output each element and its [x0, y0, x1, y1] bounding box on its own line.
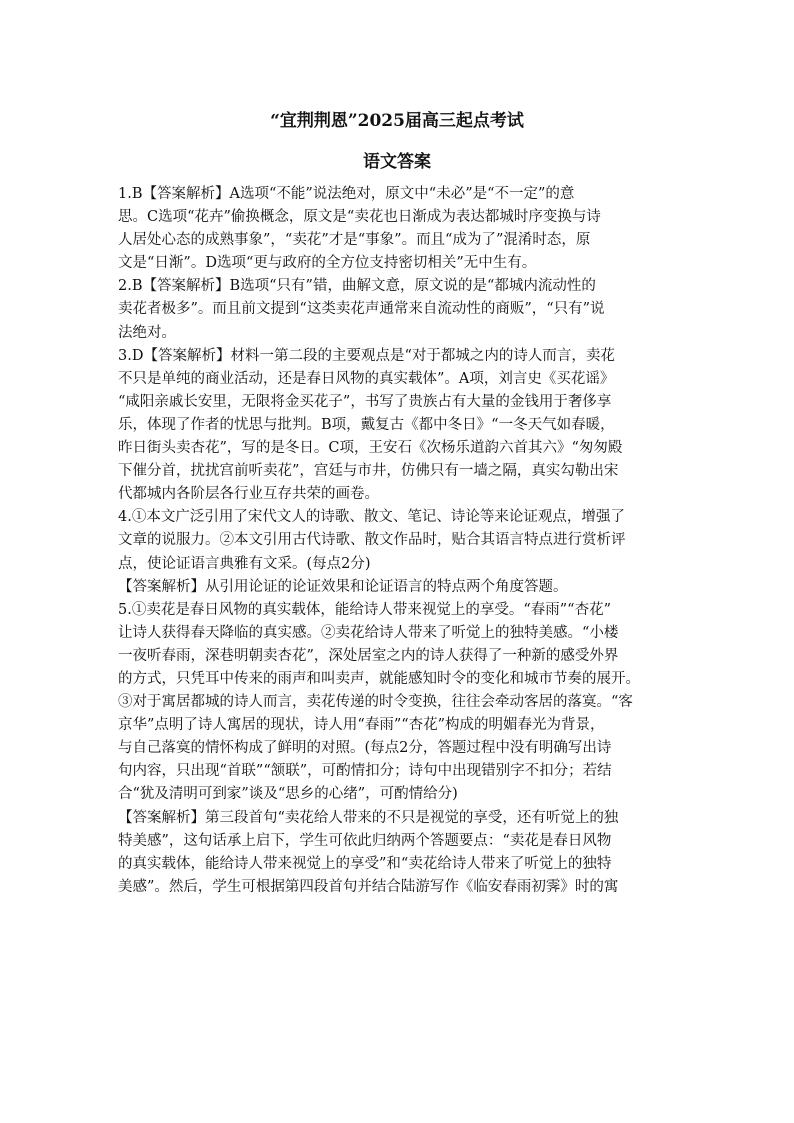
text-line: 一夜听春雨，深巷明朝卖杏花”，深处居室之内的诗人获得了一种新的感受外界	[118, 647, 619, 664]
text-line: 昨日街头卖杏花”，写的是冬日。C项，王安石《次杨乐道韵六首其六》“匆匆殿	[118, 440, 623, 457]
text-line: 点，使论证语言典雅有文采。(每点2分)	[118, 555, 371, 572]
text-line: 4.①本文广泛引用了宋代文人的诗歌、散文、笔记、诗论等来论证观点，增强了	[118, 509, 625, 526]
text-line: 的方式，只凭耳中传来的雨声和叫卖声，就能感知时令的变化和城市节奏的展开。	[118, 670, 640, 687]
text-line: 文章的说服力。②本文引用古代诗歌、散文作品时，贴合其语言特点进行赏析评	[118, 532, 626, 549]
text-line: 5.①卖花是春日风物的真实载体，能给诗人带来视觉上的享受。“春雨”“杏花”	[118, 601, 611, 618]
text-line: 法绝对。	[118, 324, 176, 341]
text-line: 3.D【答案解析】材料一第二段的主要观点是“对于都城之内的诗人而言，卖花	[118, 347, 615, 364]
text-line: 2.B【答案解析】B选项“只有”错，曲解文意，原文说的是“都城内流动性的	[118, 278, 596, 295]
text-line: 【答案解析】第三段首句“卖花给人带来的不只是视觉的享受，还有听觉上的独	[118, 809, 619, 826]
text-line: 特美感”，这句话承上启下，学生可依此归纳两个答题要点：“卖花是春日风物	[118, 832, 612, 849]
text-line: 思。C选项“花卉”偷换概念，原文是“卖花也日渐成为表达都城时序变换与诗	[118, 209, 601, 226]
text-line: 不只是单纯的商业活动，还是春日风物的真实载体”。A项，刘言史《买花谣》	[118, 370, 615, 387]
text-line: 下催分首，扰扰宫前听卖花”，宫廷与市井，仿佛只有一墙之隔，真实勾勒出宋	[118, 463, 619, 480]
text-line: 【答案解析】从引用论证的论证效果和论证语言的特点两个角度答题。	[118, 578, 568, 595]
text-line: 与自己落寞的情怀构成了鲜明的对照。(每点2分，答题过程中没有明确写出诗	[118, 740, 612, 757]
text-line: 文是“日渐”。D选项“更与政府的全方位支持密切相关”无中生有。	[118, 255, 537, 272]
text-line: 乐，体现了作者的忧思与批判。B项，戴复古《都中冬日》“一冬天气如春暖，	[118, 416, 615, 433]
text-line: 代都城内各阶层各行业互存共荣的画卷。	[118, 486, 379, 503]
text-line: 1.B【答案解析】A选项“不能”说法绝对，原文中“未必”是“不一定”的意	[118, 186, 575, 202]
exam-title: “宜荆荆恩”2025届高三起点考试	[270, 111, 524, 131]
text-line: 美感”。然后，学生可根据第四段首句并结合陆游写作《临安春雨初霁》时的寓	[118, 878, 619, 895]
text-line: 句内容，只出现“首联”“颔联”，可酌情扣分；诗句中出现错别字不扣分；若结	[118, 763, 612, 780]
text-line: “咸阳亲戚长安里，无限将金买花子”，书写了贵族占有大量的金钱用于奢侈享	[118, 393, 612, 410]
text-line: 人居处心态的成熟事象”，“卖花”才是“事象”。而且“成为了”混淆时态，原	[118, 232, 591, 249]
text-line: ③对于寓居都城的诗人而言，卖花传递的时令变换，往往会牵动客居的落寞。“客	[118, 694, 633, 711]
text-line: 京华”点明了诗人寓居的现状，诗人用“春雨”“杏花”构成的明媚春光为背景，	[118, 717, 605, 734]
text-line: 让诗人获得春天降临的真实感。②卖花给诗人带来了听觉上的独特美感。“小楼	[118, 624, 619, 641]
text-line: 合“犹及清明可到家”谈及“思乡的心绪”，可酌情给分)	[118, 786, 458, 803]
text-line: 的真实载体，能给诗人带来视觉上的享受”和“卖花给诗人带来了听觉上的独特	[118, 855, 612, 872]
answer-body	[118, 183, 660, 899]
text-line: 卖花者极多”。而且前文提到“这类卖花声通常来自流动性的商贩”，“只有”说	[118, 301, 605, 318]
document-subtitle: 语文答案	[363, 152, 431, 172]
